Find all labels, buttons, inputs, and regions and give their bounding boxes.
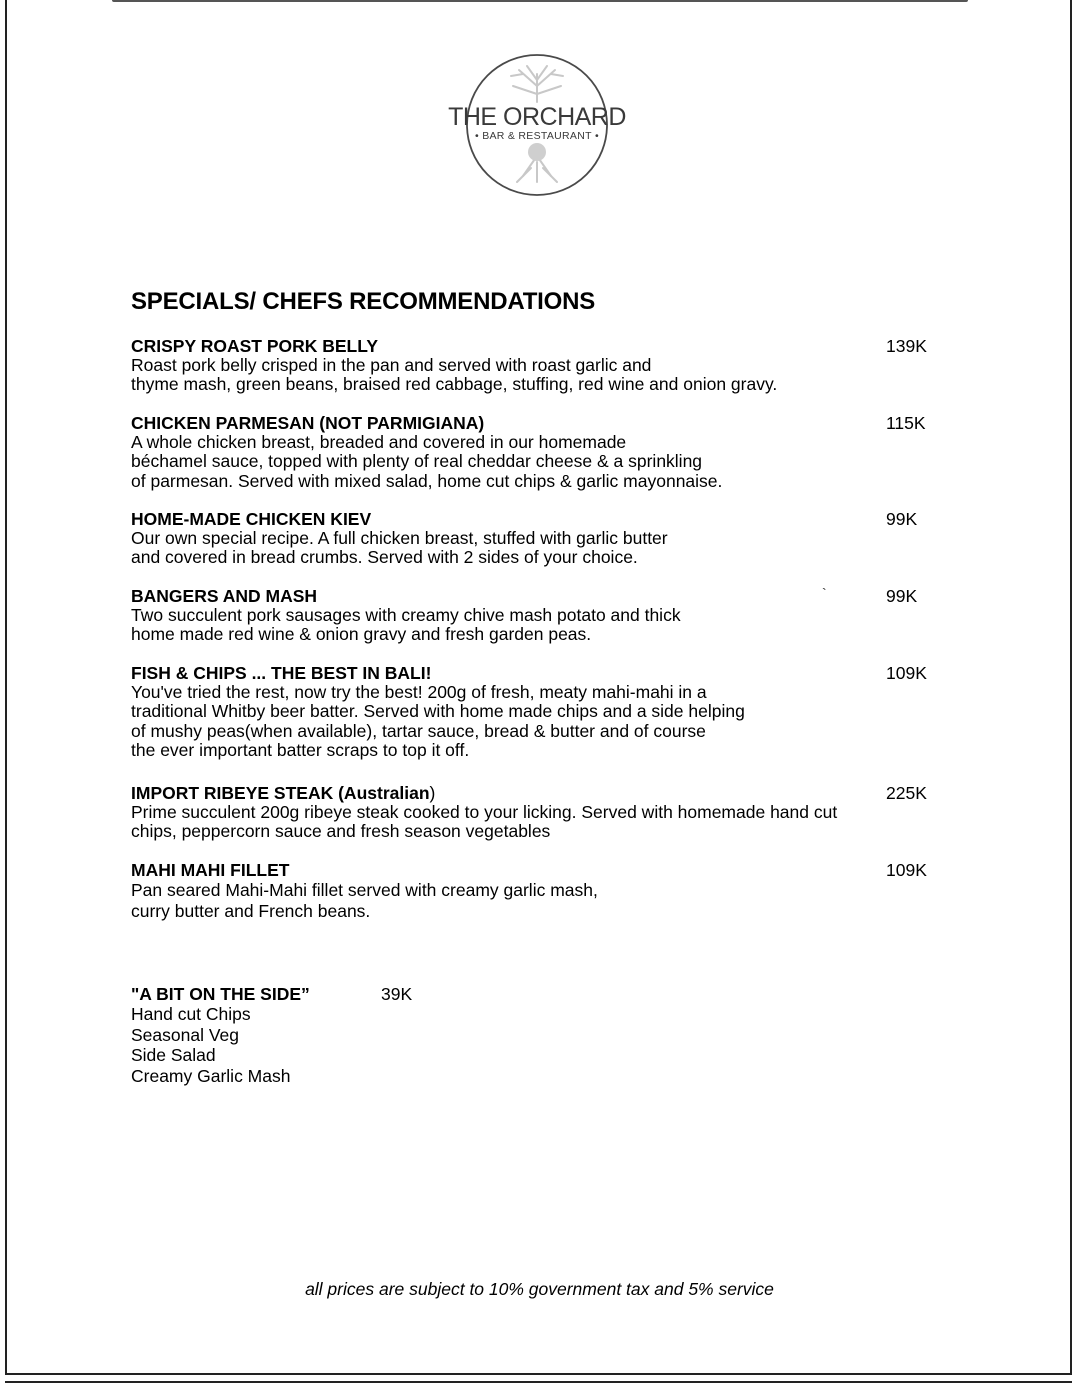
menu-item-description: Our own special recipe. A full chicken breast, stuffed with garlic butter and covered in bread crumbs. Served with 2 sides of your choice. xyxy=(131,528,668,568)
side-item: Seasonal Veg xyxy=(131,1024,240,1045)
menu-item-name: MAHI MAHI FILLET xyxy=(131,860,290,880)
menu-item-name: FISH & CHIPS ... THE BEST IN BALI! xyxy=(131,663,432,683)
stray-mark: ` xyxy=(822,585,827,601)
menu-item-description: Prime succulent 200g ribeye steak cooked to your licking. Served with homemade hand cut chips, peppercorn sauce and fresh season vegetables xyxy=(131,802,838,842)
menu-item-price: 225K xyxy=(886,783,927,803)
top-rule xyxy=(112,0,968,2)
sides-price: 39K xyxy=(381,984,413,1004)
menu-item-price: 109K xyxy=(886,860,927,880)
menu-item-name-text: IMPORT RIBEYE STEAK (Australian xyxy=(131,783,430,803)
menu-item xyxy=(131,784,961,842)
side-item: Creamy Garlic Mash xyxy=(131,1065,291,1086)
side-item: Hand cut Chips xyxy=(131,1004,251,1024)
side-item: Side Salad xyxy=(131,1045,216,1065)
menu-item xyxy=(131,337,951,395)
tax-footnote: all prices are subject to 10% government tax and 5% service xyxy=(305,1279,774,1299)
menu-item-name: HOME-MADE CHICKEN KIEV xyxy=(131,509,372,529)
menu-item-name: BANGERS AND MASH xyxy=(131,586,318,606)
menu-item xyxy=(131,587,951,645)
menu-item-name: CHICKEN PARMESAN (NOT PARMIGIANA) xyxy=(131,413,485,433)
logo-subtitle: • BAR & RESTAURANT • xyxy=(474,130,600,142)
menu-item xyxy=(131,664,951,761)
menu-item-description: You've tried the rest, now try the best! 200g of fresh, meaty mahi-mahi in a traditional Whitby beer batter. Served with home made chips and a side helping of mushy peas(when available), tartar sauce, bread & butter and of course the ever important batter scraps to top it off. xyxy=(131,682,745,761)
bottom-rule xyxy=(5,1381,1072,1383)
menu-item-description: Two succulent pork sausages with creamy chive mash potato and thick home made red wine & onion gravy and fresh garden peas. xyxy=(131,605,681,645)
menu-item-price: 99K xyxy=(886,586,918,606)
menu-item-price: 139K xyxy=(886,336,927,356)
logo-title: THE ORCHARD xyxy=(448,103,626,131)
menu-item-price: 115K xyxy=(886,413,926,433)
menu-item-price: 99K xyxy=(886,509,918,529)
menu-item xyxy=(131,510,951,568)
sides-list xyxy=(131,1004,290,1086)
menu-item xyxy=(131,861,951,922)
logo-subtitle-text: BAR & RESTAURANT xyxy=(482,130,592,142)
menu-item-description: Pan seared Mahi-Mahi fillet served with creamy garlic mash, curry butter and French beans. xyxy=(131,880,598,921)
sides-title: "A BIT ON THE SIDE” xyxy=(131,984,310,1004)
menu-item-price: 109K xyxy=(886,663,927,683)
restaurant-logo xyxy=(447,52,627,200)
menu-item xyxy=(131,414,951,491)
menu-item-description: Roast pork belly crisped in the pan and served with roast garlic and thyme mash, green beans, braised red cabbage, stuffing, red wine and onion gravy. xyxy=(131,355,778,395)
menu-heading: SPECIALS/ CHEFS RECOMMENDATIONS xyxy=(131,288,596,315)
menu-item-name-paren: ) xyxy=(429,783,436,803)
menu-item-name: CRISPY ROAST PORK BELLY xyxy=(131,336,378,356)
menu-item-description: A whole chicken breast, breaded and covered in our homemade béchamel sauce, topped with plenty of real cheddar cheese & a sprinkling of parmesan. Served with mixed salad, home cut chips & garlic mayonnaise. xyxy=(131,432,723,491)
menu-item-name xyxy=(131,784,961,803)
